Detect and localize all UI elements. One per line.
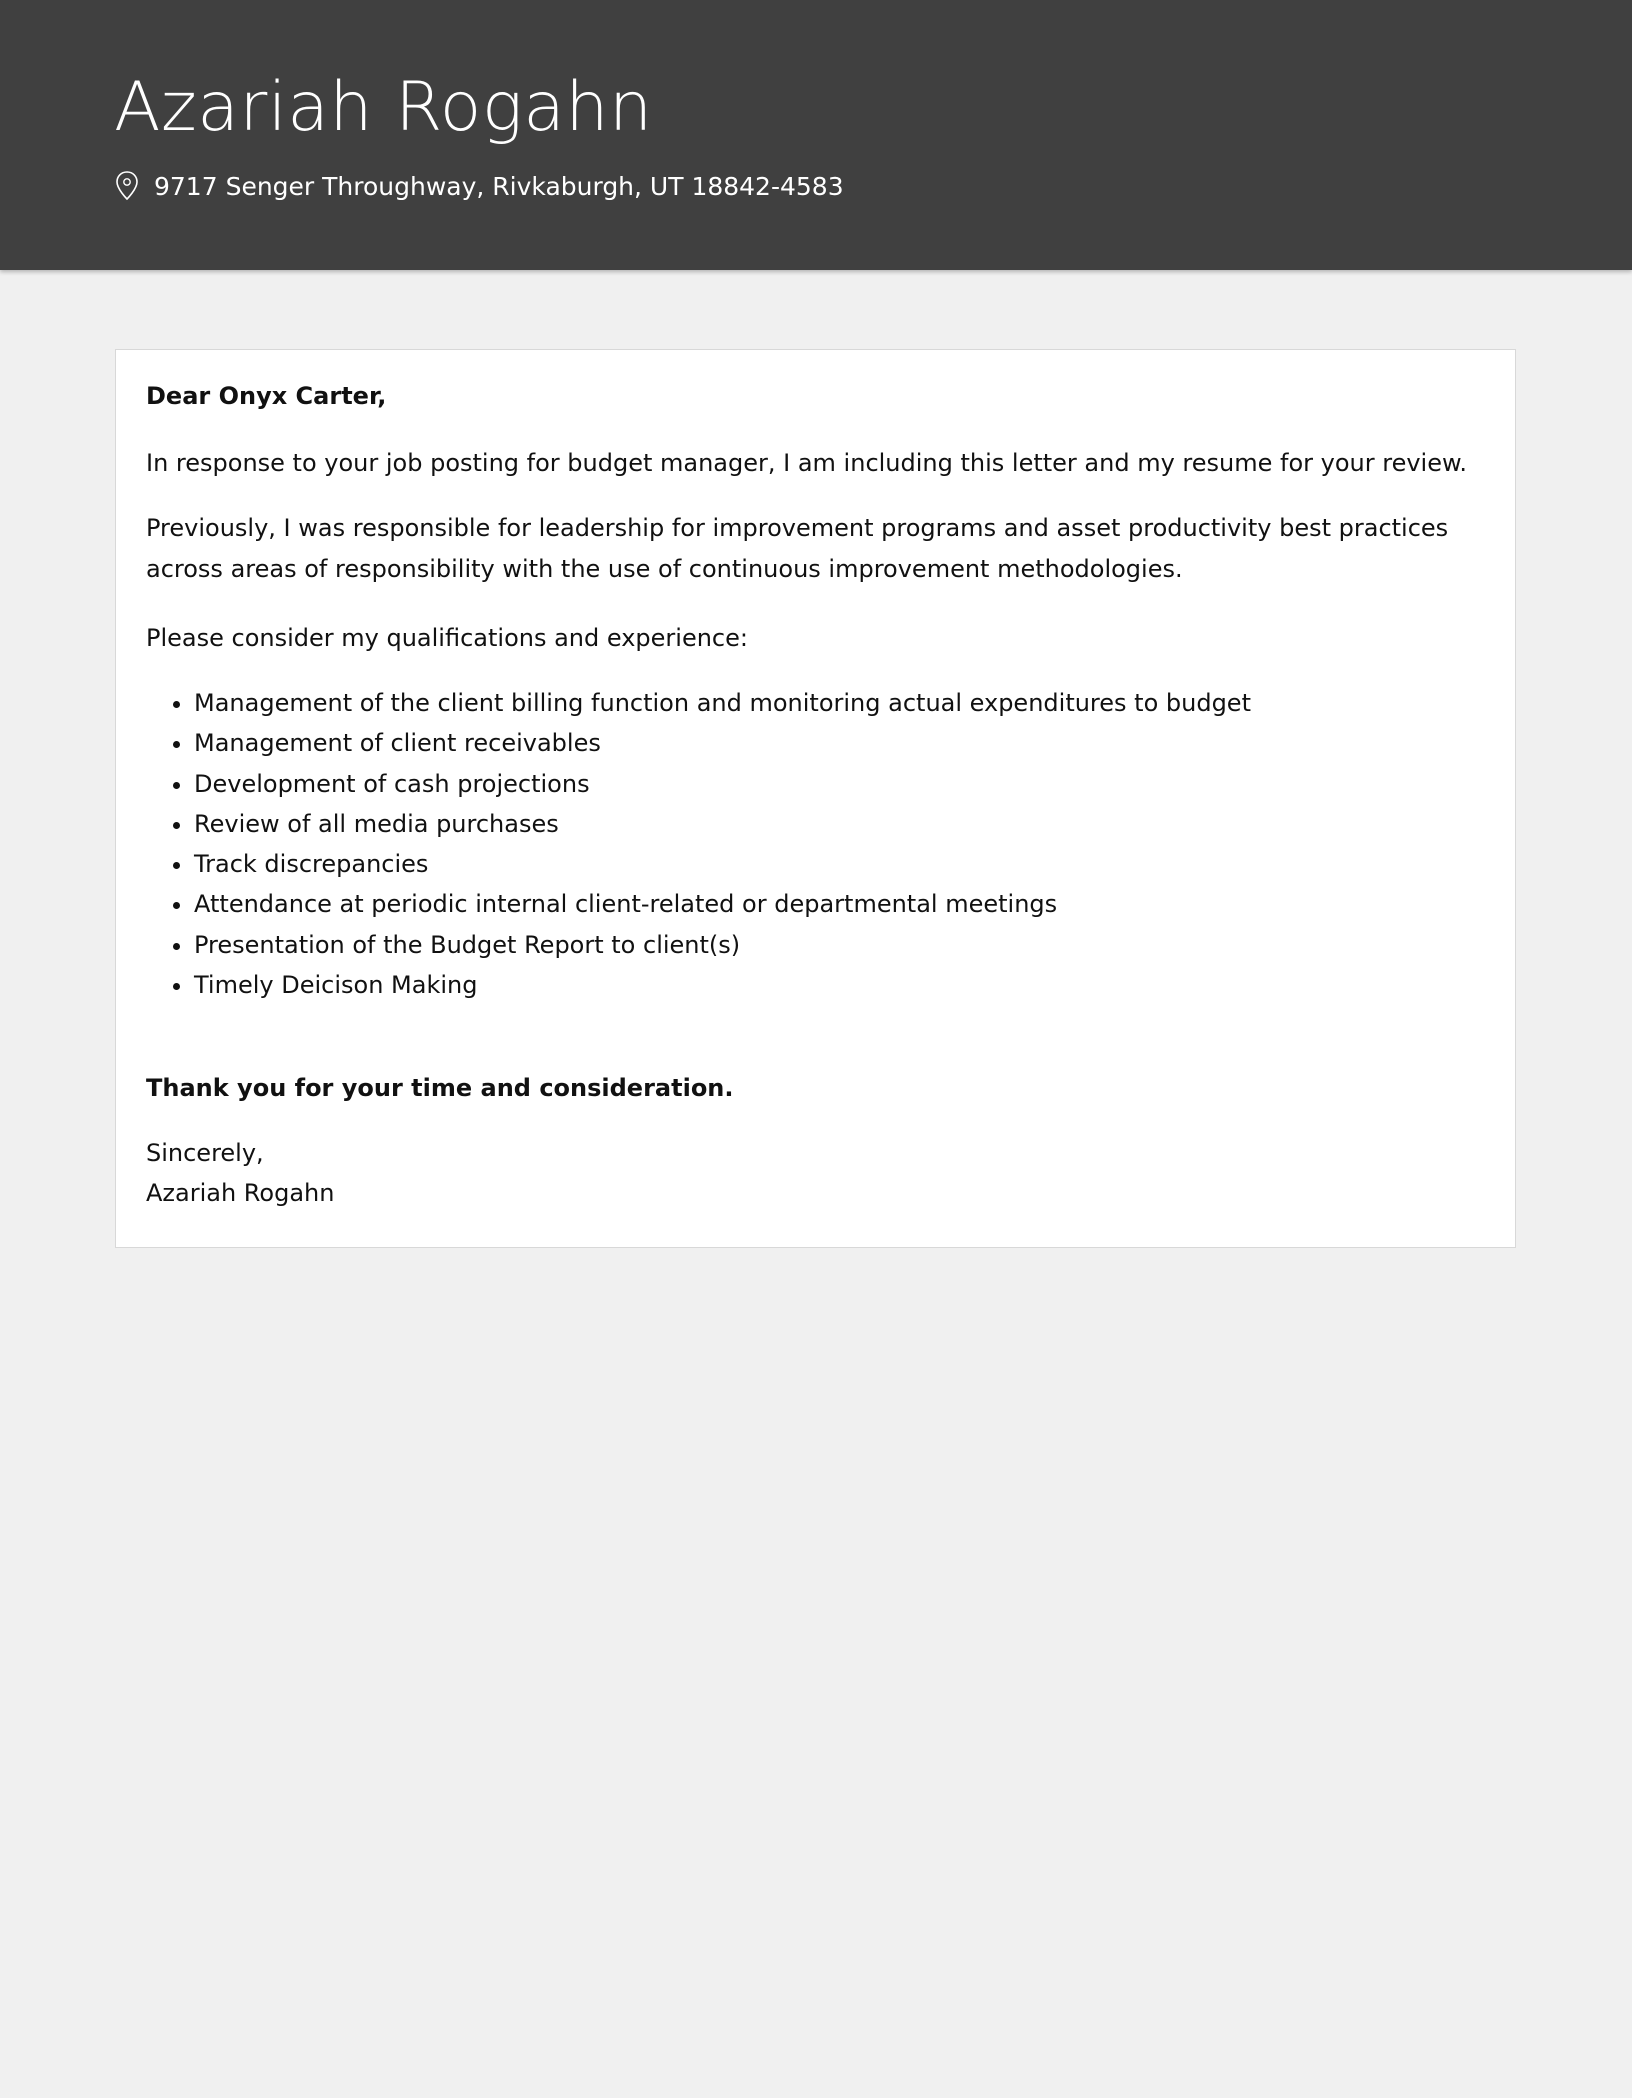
closing-line: Sincerely,	[146, 1139, 264, 1167]
thanks-line: Thank you for your time and consideration.	[146, 1074, 734, 1102]
list-item: • Development of cash projections	[194, 764, 1251, 804]
list-item: • Management of the client billing function and monitoring actual expenditures to budget	[194, 683, 1251, 723]
list-item: • Management of client receivables	[194, 723, 1251, 763]
address-text: 9717 Senger Throughway, Rivkaburgh, UT 18842-4583	[154, 171, 844, 201]
signature: Azariah Rogahn	[146, 1179, 335, 1207]
list-item: • Track discrepancies	[194, 844, 1251, 884]
applicant-name: Azariah Rogahn	[114, 68, 653, 147]
address-line	[114, 166, 844, 206]
qualifications-intro: Please consider my qualifications and experience:	[146, 624, 748, 652]
intro-paragraph: In response to your job posting for budget manager, I am including this letter and my resume for your review.	[146, 449, 1468, 477]
list-item: • Timely Deicison Making	[194, 965, 1251, 1005]
background-paragraph: Previously, I was responsible for leadership for improvement programs and asset productivity best practices across areas of responsibility with the use of continuous improvement methodologies.	[146, 514, 1449, 583]
qualifications-list	[146, 683, 1251, 1005]
map-pin-icon	[114, 170, 140, 202]
header-banner	[0, 0, 1632, 270]
list-item: • Presentation of the Budget Report to client(s)	[194, 925, 1251, 965]
list-item: • Attendance at periodic internal client-related or departmental meetings	[194, 884, 1251, 924]
list-item: • Review of all media purchases	[194, 804, 1251, 844]
letter-card	[115, 349, 1516, 1248]
salutation: Dear Onyx Carter,	[146, 382, 387, 410]
